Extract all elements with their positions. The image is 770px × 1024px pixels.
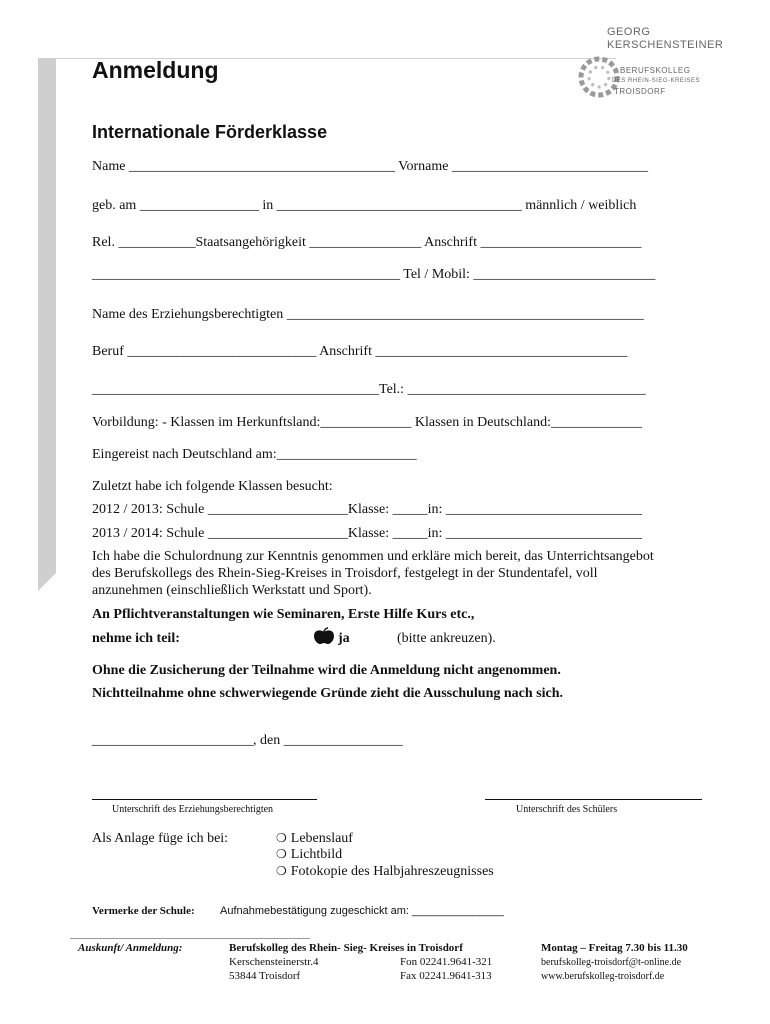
footer-fax: Fax 02241.9641-313 [400, 970, 492, 982]
guardian-signature-line[interactable] [92, 799, 317, 800]
footer-phone: Fon 02241.9641-321 [400, 956, 493, 968]
form-row-profession[interactable]: Beruf ___________________________ Anschrift ____________________________________ [92, 344, 628, 359]
logo-line-5: TROISDORF [614, 87, 666, 96]
form-row-phone[interactable]: ____________________________________________ Tel / Mobil: __________________________ [92, 267, 656, 282]
guardian-signature-label: Unterschrift des Erziehungsberechtigten [112, 804, 274, 815]
attachments-label: Als Anlage füge ich bei: [92, 831, 229, 846]
footer-school-name: Berufskolleg des Rhein- Sieg- Kreises in Troisdorf [229, 942, 463, 954]
apple-icon[interactable] [312, 627, 336, 645]
bullet-circle-icon: ❍ [276, 831, 287, 845]
form-row-education[interactable]: Vorbildung: - Klassen im Herkunftsland:_____________ Klassen in Deutschland:_____________ [92, 415, 642, 430]
logo-line-2: KERSCHENSTEINER [607, 39, 724, 51]
duties-participate-label: nehme ich teil: [92, 631, 180, 646]
attachment-item-label: Lichtbild [290, 847, 343, 862]
school-notes-label: Vermerke der Schule: [92, 905, 195, 917]
student-signature-label: Unterschrift des Schülers [516, 804, 618, 815]
logo-line-4: DES RHEIN-SIEG-KREISES [612, 78, 701, 84]
agreement-line-1: Ich habe die Schulordnung zur Kenntnis genommen und erkläre mich bereit, das Unterrichtsangebot [92, 549, 654, 564]
page-side-bar-tip [38, 573, 56, 591]
form-row-name[interactable]: Name ______________________________________ Vorname ____________________________ [92, 159, 648, 174]
form-row-arrival[interactable]: Eingereist nach Deutschland am:____________________ [92, 447, 417, 462]
footer-city: 53844 Troisdorf [229, 970, 301, 982]
apple-glyph-icon [312, 627, 336, 645]
footer-website[interactable]: www.berufskolleg-troisdorf.de [541, 971, 665, 982]
agreement-line-3: anzunehmen (einschließlich Werkstatt und Sport). [92, 583, 372, 598]
bullet-circle-icon: ❍ [276, 864, 287, 878]
attachment-item[interactable] [276, 831, 353, 847]
agreement-line-2: des Berufskollegs des Rhein-Sieg-Kreises in Troisdorf, festgelegt in der Stundentafel, voll [92, 566, 598, 581]
place-date-field[interactable]: _______________________, den _________________ [92, 733, 403, 748]
footer-street: Kerschensteinerstr.4 [229, 956, 319, 968]
attachment-item-label: Fotokopie des Halbjahreszeugnisses [290, 864, 494, 879]
page-title: Anmeldung [92, 57, 219, 83]
form-row-classes-heading: Zuletzt habe ich folgende Klassen besucht: [92, 479, 333, 494]
duties-yes-option[interactable]: ja [338, 631, 350, 646]
form-row-class-2013[interactable]: 2013 / 2014: Schule ____________________Klasse: _____in: ____________________________ [92, 526, 642, 541]
attachment-item-label: Lebenslauf [290, 831, 353, 846]
bullet-circle-icon: ❍ [276, 847, 287, 861]
duties-line: An Pflichtveranstaltungen wie Seminaren, Erste Hilfe Kurs etc., [92, 607, 475, 622]
footer-hours: Montag – Freitag 7.30 bis 11.30 [541, 942, 688, 954]
form-row-guardian-phone[interactable]: _________________________________________Tel.: __________________________________ [92, 382, 646, 397]
form-row-birth[interactable]: geb. am _________________ in ___________________________________ männlich / weiblich [92, 198, 637, 213]
student-signature-line[interactable] [485, 799, 702, 800]
warning-line-2: Nichtteilnahme ohne schwerwiegende Gründe zieht die Ausschulung nach sich. [92, 686, 563, 701]
logo-line-3: BERUFSKOLLEG [620, 66, 691, 75]
footer-rule [70, 938, 310, 939]
attachment-item[interactable] [276, 847, 342, 863]
school-notes-text[interactable]: Aufnahmebestätigung zugeschickt am: _______________ [220, 905, 504, 917]
page-side-bar [38, 58, 56, 573]
attachment-item[interactable] [276, 864, 494, 880]
warning-line-1: Ohne die Zusicherung der Teilnahme wird die Anmeldung nicht angenommen. [92, 663, 561, 678]
form-row-guardian[interactable]: Name des Erziehungsberechtigten ___________________________________________________ [92, 307, 644, 322]
form-row-religion[interactable]: Rel. ___________Staatsangehörigkeit ________________ Anschrift _______________________ [92, 235, 642, 250]
footer-email[interactable]: berufskolleg-troisdorf@t-online.de [541, 957, 682, 968]
footer-contact-label: Auskunft/ Anmeldung: [78, 942, 183, 954]
form-row-class-2012[interactable]: 2012 / 2013: Schule ____________________Klasse: _____in: ____________________________ [92, 502, 642, 517]
logo-line-1: GEORG [607, 26, 651, 38]
page-subtitle: Internationale Förderklasse [92, 122, 328, 142]
duties-hint: (bitte ankreuzen). [397, 631, 496, 646]
